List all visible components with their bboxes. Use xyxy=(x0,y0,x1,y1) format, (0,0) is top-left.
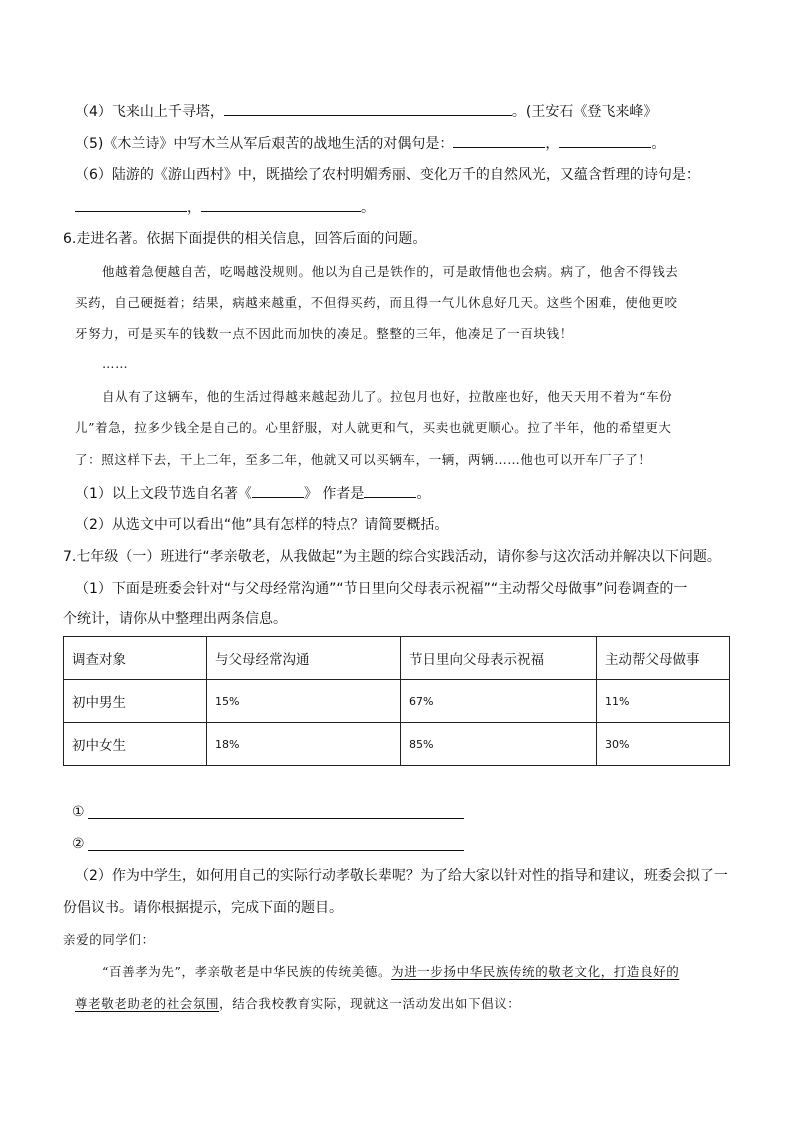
survey-header-cell: 节日里向父母表示祝福 xyxy=(401,637,597,680)
survey-cell: 67% xyxy=(401,680,597,723)
q5-item5 xyxy=(75,133,665,154)
q7-sub2-line-1: （2）作为中学生，如何用自己的实际行动孝敬长辈呢？为了给大家以针对性的指导和建议，班委会拟了一 xyxy=(75,868,728,884)
survey-cell: 11% xyxy=(597,680,730,723)
survey-table-header-row xyxy=(64,637,730,680)
q5-item6-sep: ， xyxy=(187,200,201,216)
q6-sub1-suffix: 。 xyxy=(416,486,431,502)
survey-table xyxy=(63,636,730,766)
q6-sub1 xyxy=(75,483,430,504)
q5-item4-blank[interactable] xyxy=(224,101,512,116)
q6-passage1-line-1: 他越着急便越自苦，吃喝越没规则。他以为自己是铁作的，可是敢情他也会病。病了，他舍不得钱去 xyxy=(102,264,679,279)
survey-cell: 30% xyxy=(597,723,730,766)
q5-item6-blank-1[interactable] xyxy=(75,197,187,212)
survey-row-label: 初中女生 xyxy=(64,723,207,766)
q7-sub2-line-2: 份倡议书。请你根据提示，完成下面的题目。 xyxy=(63,900,343,916)
q5-item4 xyxy=(75,101,657,122)
answer-line-1[interactable] xyxy=(88,818,464,819)
q5-item5-suffix: 。 xyxy=(651,136,666,152)
q6-passage2-line-2: 儿”着急，拉多少钱全是自己的。心里舒服，对人就更和气，买卖也就更顺心。拉了半年，他的希望更大 xyxy=(75,420,672,435)
q6-passage2-line-1: 自从有了这辆车，他的生活过得越来越起劲儿了。拉包月也好，拉散座也好，他天天用不着为“车份 xyxy=(102,389,673,404)
survey-header-cell: 与父母经常沟通 xyxy=(207,637,401,680)
letter-line-2-plain: ，结合我校教育实际，现就这一活动发出如下倡议： xyxy=(219,996,521,1011)
q5-item6-blank-2[interactable] xyxy=(201,197,361,212)
q5-item6-suffix: 。 xyxy=(361,200,375,216)
q5-item4-prefix: （4）飞来山上千寻塔， xyxy=(75,104,224,120)
q7-sub1-line-2: 个统计，请你从中整理出两条信息。 xyxy=(63,611,287,627)
survey-cell: 15% xyxy=(207,680,401,723)
survey-cell: 85% xyxy=(401,723,597,766)
q7-sub1-line-1: （1）下面是班委会针对“与父母经常沟通”“节日里向父母表示祝福”“主动帮父母做事”问卷调查的一 xyxy=(75,581,688,597)
survey-header-cell: 调查对象 xyxy=(64,637,207,680)
letter-line-1-underlined: 为进一步扬中华民族传统的敬老文化，打造良好的 xyxy=(391,964,680,979)
q6-sub1-prefix: （1）以上文段节选自名著《 xyxy=(75,486,252,502)
letter-line-1-plain: “百善孝为先”，孝亲敬老是中华民族的传统美德。 xyxy=(102,964,392,979)
q6-title: 6.走进名著。依据下面提供的相关信息，回答后面的问题。 xyxy=(63,231,427,247)
q6-passage1-line-2: 买药，自己硬挺着；结果，病越来越重，不但得买药，而且得一气儿休息好几天。这些个困难，使他更咬 xyxy=(75,295,678,310)
q7-title: 7.七年级（一）班进行“孝亲敬老，从我做起”为主题的综合实践活动，请你参与这次活动并解决以下问题。 xyxy=(63,549,721,565)
q5-item6-text: （6）陆游的《游山西村》中，既描绘了农村明媚秀丽、变化万千的自然风光，又蕴含哲理的诗句是： xyxy=(75,167,700,183)
letter-line-2 xyxy=(75,994,520,1014)
letter-line-2-underlined: 尊老敬老助老的社会氛围 xyxy=(75,996,220,1011)
q5-item4-suffix: 。(王安石《登飞来峰》 xyxy=(511,104,658,120)
q6-ellipsis: …… xyxy=(102,356,129,371)
q6-sub1-book-blank[interactable] xyxy=(252,483,304,498)
q5-item6-answer xyxy=(75,197,375,218)
q5-item5-blank-1[interactable] xyxy=(453,133,545,148)
survey-row-label: 初中男生 xyxy=(64,680,207,723)
table-row xyxy=(64,680,730,723)
q5-item5-sep: ， xyxy=(545,136,560,152)
q5-item5-prefix: （5)《木兰诗》中写木兰从军后艰苦的战地生活的对偶句是： xyxy=(75,136,454,152)
table-row xyxy=(64,723,730,766)
q6-passage2-line-3: 了：照这样下去，干上二年，至多二年，他就又可以买辆车，一辆，两辆……他也可以开车厂子了！ xyxy=(75,452,652,467)
q6-sub2: （2）从选文中可以看出“他”具有怎样的特点？请简要概括。 xyxy=(75,517,449,533)
answer-mark-2: ② xyxy=(72,836,85,852)
q6-sub1-author-blank[interactable] xyxy=(364,483,416,498)
answer-mark-1: ① xyxy=(72,804,85,820)
survey-header-cell: 主动帮父母做事 xyxy=(597,637,730,680)
q5-item5-blank-2[interactable] xyxy=(559,133,651,148)
answer-line-2[interactable] xyxy=(88,850,464,851)
letter-line-1 xyxy=(102,962,679,982)
q6-sub1-mid: 》 作者是 xyxy=(303,486,365,502)
survey-cell: 18% xyxy=(207,723,401,766)
letter-greeting: 亲爱的同学们： xyxy=(63,932,155,947)
q6-passage1-line-3: 牙努力，可是买车的钱数一点不因此而加快的凑足。整整的三年，他凑足了一百块钱！ xyxy=(75,326,573,341)
